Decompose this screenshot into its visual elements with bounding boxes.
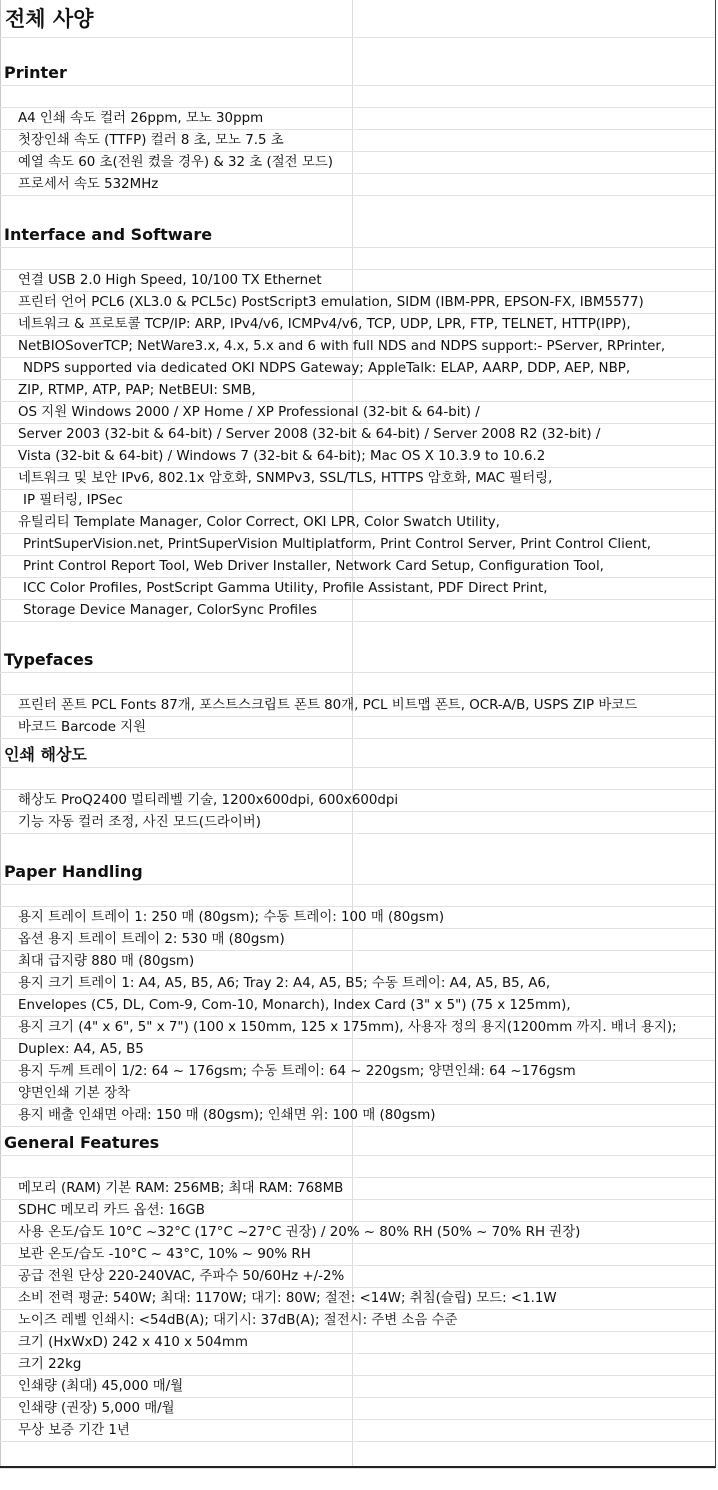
- blank-row: [0, 248, 715, 270]
- spec-item: 프린터 폰트 PCL Fonts 87개, 포스트스크립트 폰트 80개, PCL 비트맵 폰트, OCR-A/B, USPS ZIP 바코드: [0, 695, 715, 717]
- blank-row: [0, 885, 715, 907]
- spec-item: 노이즈 레벨 인쇄시: <54dB(A); 대기시: 37dB(A); 절전시: 주변 소음 수준: [0, 1310, 715, 1332]
- spec-item: 바코드 Barcode 지원: [0, 717, 715, 739]
- section-heading: 인쇄 해상도: [0, 744, 715, 768]
- spec-item: 크기 22kg: [0, 1354, 715, 1376]
- spec-item: 인쇄량 (최대) 45,000 매/월: [0, 1376, 715, 1398]
- spec-item: NDPS supported via dedicated OKI NDPS Gateway; AppleTalk: ELAP, AARP, DDP, AEP, NBP,: [0, 358, 715, 380]
- spec-item: Storage Device Manager, ColorSync Profiles: [0, 600, 715, 622]
- spec-item: 용지 두께 트레이 1/2: 64 ~ 176gsm; 수동 트레이: 64 ~ 220gsm; 양면인쇄: 64 ~176gsm: [0, 1061, 715, 1083]
- spec-item: Server 2003 (32-bit & 64-bit) / Server 2008 (32-bit & 64-bit) / Server 2008 R2 (32-bit) /: [0, 424, 715, 446]
- spec-item: 보관 온도/습도 -10°C ~ 43°C, 10% ~ 90% RH: [0, 1244, 715, 1266]
- blank-row: [0, 768, 715, 790]
- spec-item: ICC Color Profiles, PostScript Gamma Utility, Profile Assistant, PDF Direct Print,: [0, 578, 715, 600]
- spec-item: 네트워크 및 보안 IPv6, 802.1x 암호화, SNMPv3, SSL/TLS, HTTPS 암호화, MAC 필터링,: [0, 468, 715, 490]
- spec-item: SDHC 메모리 카드 옵션: 16GB: [0, 1200, 715, 1222]
- spec-item: 메모리 (RAM) 기본 RAM: 256MB; 최대 RAM: 768MB: [0, 1178, 715, 1200]
- spec-item: 용지 크기 트레이 1: A4, A5, B5, A6; Tray 2: A4, A5, B5; 수동 트레이: A4, A5, B5, A6,: [0, 973, 715, 995]
- section-heading: General Features: [0, 1132, 715, 1156]
- spec-item: 크기 (HxWxD) 242 x 410 x 504mm: [0, 1332, 715, 1354]
- section-heading: Printer: [0, 62, 715, 86]
- spec-item: 최대 급지량 880 매 (80gsm): [0, 951, 715, 973]
- section-heading: Interface and Software: [0, 224, 715, 248]
- spec-item: 용지 크기 (4" x 6", 5" x 7") (100 x 150mm, 125 x 175mm), 사용자 정의 용지(1200mm 까지. 배너 용지);: [0, 1017, 715, 1039]
- blank-row: [0, 1156, 715, 1178]
- spec-item: 공급 전원 단상 220-240VAC, 주파수 50/60Hz +/-2%: [0, 1266, 715, 1288]
- spec-item: IP 필터링, IPSec: [0, 490, 715, 512]
- spec-item: 무상 보증 기간 1년: [0, 1420, 715, 1442]
- spec-item: 사용 온도/습도 10°C ~32°C (17°C ~27°C 권장) / 20% ~ 80% RH (50% ~ 70% RH 권장): [0, 1222, 715, 1244]
- spec-item: NetBIOSoverTCP; NetWare3.x, 4.x, 5.x and 6 with full NDS and NDPS support:- PServer, RPrinter,: [0, 336, 715, 358]
- spec-item: 네트워크 & 프로토콜 TCP/IP: ARP, IPv4/v6, ICMPv4/v6, TCP, UDP, LPR, FTP, TELNET, HTTP(IPP),: [0, 314, 715, 336]
- spec-item: 예열 속도 60 초(전원 켰을 경우) & 32 초 (절전 모드): [0, 152, 715, 174]
- spec-item: 소비 전력 평균: 540W; 최대: 1170W; 대기: 80W; 절전: <14W; 취침(슬립) 모드: <1.1W: [0, 1288, 715, 1310]
- spec-item: 양면인쇄 기본 장착: [0, 1083, 715, 1105]
- spec-item: 옵션 용지 트레이 트레이 2: 530 매 (80gsm): [0, 929, 715, 951]
- blank-row: [0, 673, 715, 695]
- spec-item: Duplex: A4, A5, B5: [0, 1039, 715, 1061]
- spec-item: 용지 배출 인쇄면 아래: 150 매 (80gsm); 인쇄면 위: 100 매 (80gsm): [0, 1105, 715, 1127]
- spec-item: 프린터 언어 PCL6 (XL3.0 & PCL5c) PostScript3 emulation, SIDM (IBM-PPR, EPSON-FX, IBM5577): [0, 292, 715, 314]
- spec-item: 용지 트레이 트레이 1: 250 매 (80gsm); 수동 트레이: 100 매 (80gsm): [0, 907, 715, 929]
- spec-item: Print Control Report Tool, Web Driver Installer, Network Card Setup, Configuration Tool,: [0, 556, 715, 578]
- spec-item: 인쇄량 (권장) 5,000 매/월: [0, 1398, 715, 1420]
- spec-item: Envelopes (C5, DL, Com-9, Com-10, Monarch), Index Card (3" x 5") (75 x 125mm),: [0, 995, 715, 1017]
- spec-item: ZIP, RTMP, ATP, PAP; NetBEUI: SMB,: [0, 380, 715, 402]
- spec-item: 연결 USB 2.0 High Speed, 10/100 TX Ethernet: [0, 270, 715, 292]
- section-heading: Paper Handling: [0, 861, 715, 885]
- section-heading: Typefaces: [0, 649, 715, 673]
- spec-item: 프로세서 속도 532MHz: [0, 174, 715, 196]
- spec-item: OS 지원 Windows 2000 / XP Home / XP Professional (32-bit & 64-bit) /: [0, 402, 715, 424]
- spec-item: PrintSuperVision.net, PrintSuperVision Multiplatform, Print Control Server, Print Control Client,: [0, 534, 715, 556]
- spec-item: A4 인쇄 속도 컬러 26ppm, 모노 30ppm: [0, 108, 715, 130]
- spec-item: Vista (32-bit & 64-bit) / Windows 7 (32-bit & 64-bit); Mac OS X 10.3.9 to 10.6.2: [0, 446, 715, 468]
- spec-item: 기능 자동 컬러 조정, 사진 모드(드라이버): [0, 812, 715, 834]
- page-title: 전체 사양: [0, 2, 715, 38]
- sheet-tail-row: [0, 1468, 715, 1490]
- blank-row: [0, 86, 715, 108]
- spec-item: 첫장인쇄 속도 (TTFP) 컬러 8 초, 모노 7.5 초: [0, 130, 715, 152]
- spec-item: 유틸리티 Template Manager, Color Correct, OKI LPR, Color Swatch Utility,: [0, 512, 715, 534]
- spec-item: 해상도 ProQ2400 멀티레벨 기술, 1200x600dpi, 600x600dpi: [0, 790, 715, 812]
